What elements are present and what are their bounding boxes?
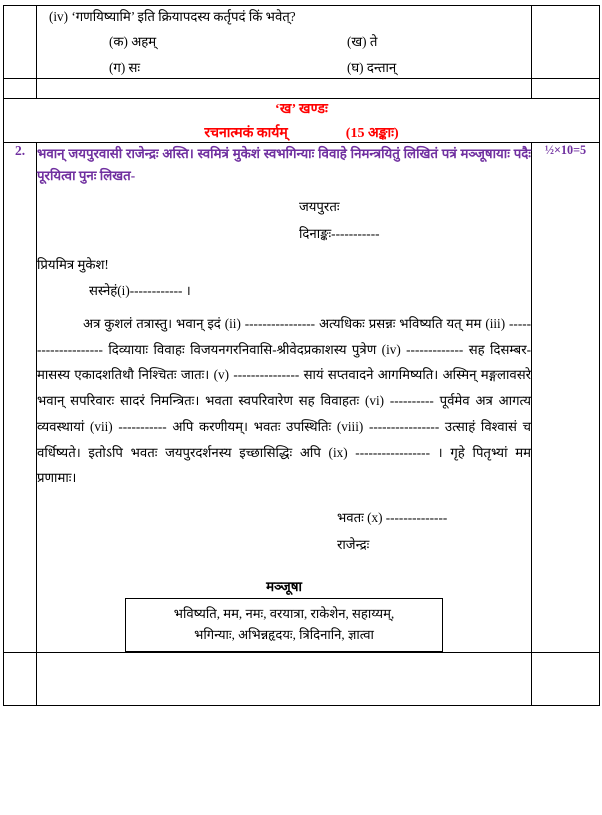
mcq-question-cell bbox=[37, 6, 532, 79]
question-2-number: 2. bbox=[4, 143, 37, 653]
table-row-mcq bbox=[4, 6, 600, 79]
table-row-bottom-empty bbox=[4, 653, 600, 706]
letter-sign-line-2: राजेन्द्रः bbox=[337, 537, 370, 553]
section-subtitle: रचनात्मकं कार्यम् bbox=[204, 126, 288, 142]
mcq-stem-line bbox=[37, 6, 531, 27]
letter-place: जयपुरतः bbox=[299, 199, 340, 215]
mcq-option-d-key: (घ) bbox=[347, 59, 364, 75]
letter-greeting-word: सस्नेहं bbox=[89, 282, 118, 298]
mcq-option-c-text: सः bbox=[128, 59, 141, 75]
spacer-body-cell bbox=[37, 79, 532, 99]
marks-cell-empty-mcq bbox=[532, 6, 600, 79]
letter-date-line bbox=[299, 227, 531, 240]
mcq-option-d-text: दन्तान् bbox=[366, 59, 397, 75]
exam-table bbox=[3, 5, 600, 706]
letter-address-block bbox=[37, 200, 531, 240]
bottom-num-cell bbox=[4, 653, 37, 706]
mcq-stem-text: ‘गणयिष्यामि’ इति क्रियापदस्य कर्तृपदं किं भवेत्? bbox=[71, 9, 296, 24]
manjusha-box bbox=[125, 598, 443, 652]
table-row-section-heading bbox=[4, 99, 600, 143]
mcq-option-a-key: (क) bbox=[109, 34, 128, 50]
mcq-option-a-text: अहम् bbox=[131, 34, 157, 50]
letter-paragraph: अत्र कुशलं तत्रास्तु। भवान् इदं (ii) ---------------- अत्यधिकः प्रसन्नः भविष्यति यत् मम (iii) -------------------- दिव्यायाः विवाहः विजयनगरनिवासि-श्रीवेदप्रकाशस्य पुत्रेण (iv) ------------- सह दिसम्बर-मासस्य एकादशतिथौ निश्चितः जातः। (v) --------------- सायं सप्तवादने आगमिष्यति। अस्मिन् मङ्गलावसरे भवान् सपरिवारः सादरं निमन्त्रितः। भवता स्वपरिवारेण सह विवाहतः (vi) ---------- पूर्वमेव अत्र आगत्य व्यवस्थायां (vii) ----------- अपि करणीयम्। भवतः उपस्थितिः (viii) ---------------- उत्साहं विश्वासं च वर्धिष्यते। इतोऽपि भवतः जयपुरदर्शनस्य इच्छासिद्धिः अपि (ix) ----------------- । गृहे पितृभ्यां मम प्रणामाः। bbox=[37, 316, 531, 486]
manjusha-line-2: भगिन्याः, अभिन्नहृदयः, त्रिदिनानि, ज्ञात्वा bbox=[194, 626, 374, 642]
mcq-label: (iv) bbox=[49, 9, 69, 24]
section-marks: (15 अङ्काः) bbox=[345, 126, 399, 142]
question-2-body-cell bbox=[37, 143, 532, 653]
table-row-spacer bbox=[4, 79, 600, 99]
manjusha-line-1: भविष्यति, मम, नमः, वरयात्रा, राकेशेन, सहाय्यम्, bbox=[173, 605, 395, 621]
mcq-option-c[interactable] bbox=[109, 57, 347, 78]
letter-greeting-blank: ------------ । bbox=[129, 282, 191, 298]
table-row-question-2 bbox=[4, 143, 600, 653]
mcq-option-row-1 bbox=[37, 31, 531, 52]
letter-sign-line-1: भवतः (x) -------------- bbox=[337, 510, 448, 526]
letter-salutation: प्रियमित्र मुकेश! bbox=[37, 256, 109, 272]
manjusha-title: मञ्जूषा bbox=[266, 578, 302, 594]
section-title: ‘ख’ खण्डः bbox=[274, 102, 329, 118]
mcq-option-d[interactable] bbox=[347, 57, 531, 78]
letter-date-blank: ----------- bbox=[331, 226, 380, 242]
mcq-option-a[interactable] bbox=[109, 31, 347, 52]
letter-greeting-line bbox=[37, 284, 531, 297]
mcq-option-c-key: (ग) bbox=[109, 59, 126, 75]
mcq-option-b-text: ते bbox=[369, 34, 378, 50]
question-number-cell-empty bbox=[4, 6, 37, 79]
section-heading-cell bbox=[4, 99, 600, 143]
manjusha-block bbox=[37, 580, 531, 653]
letter-block bbox=[37, 200, 531, 652]
question-2-instruction: भवान् जयपुरवासी राजेन्द्रः अस्ति। स्वमित्रं मुकेशं स्वभगिन्याः विवाहे निमन्त्रयितुं लिखितं पत्रं मञ्जूषायाः पदैः पूरयित्वा पुनः लिखत- bbox=[37, 146, 531, 183]
letter-greeting-blank-label: (i) bbox=[117, 282, 130, 298]
mcq-option-row-2 bbox=[37, 57, 531, 78]
letter-date-label: दिनाङ्कः bbox=[299, 226, 332, 242]
mcq-option-b[interactable] bbox=[347, 31, 531, 52]
section-subtitle-row bbox=[204, 123, 398, 142]
mcq-option-b-key: (ख) bbox=[347, 34, 367, 50]
spacer-marks-cell bbox=[532, 79, 600, 99]
bottom-marks-cell bbox=[532, 653, 600, 706]
letter-signature-block bbox=[37, 511, 531, 551]
bottom-body-cell bbox=[37, 653, 532, 706]
spacer-num-cell bbox=[4, 79, 37, 99]
question-2-marks: ½×10=5 bbox=[532, 143, 600, 653]
